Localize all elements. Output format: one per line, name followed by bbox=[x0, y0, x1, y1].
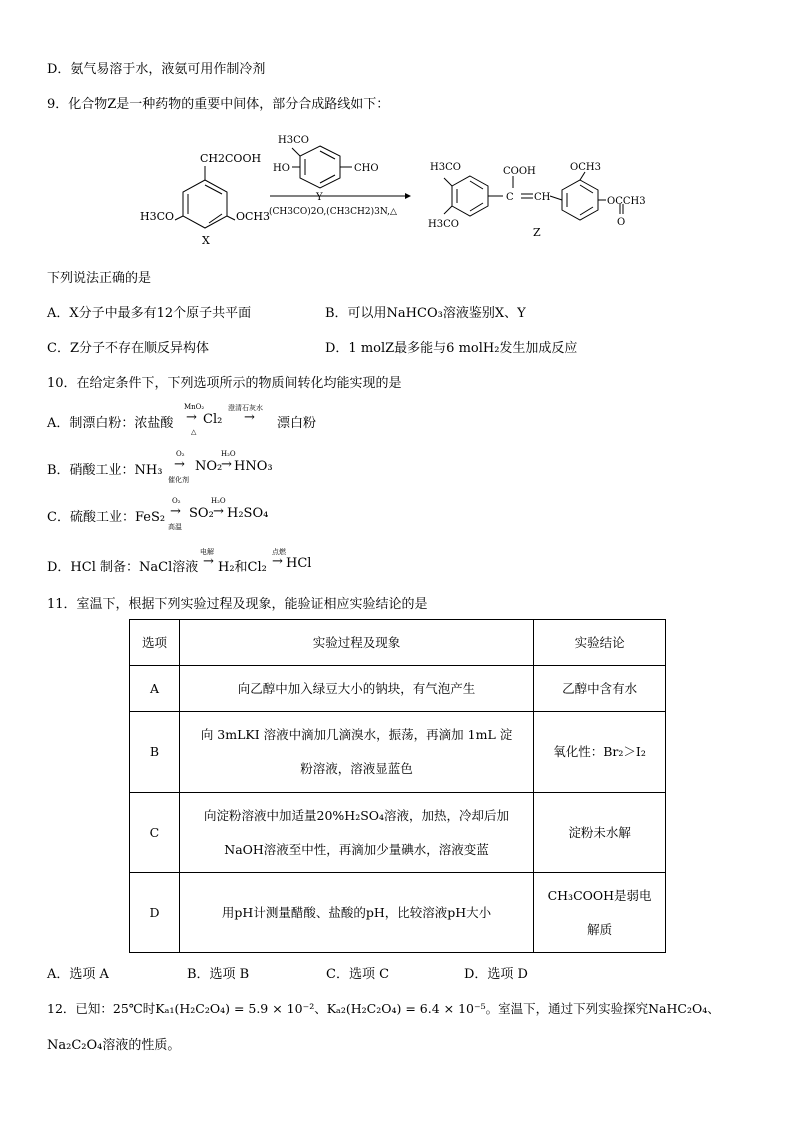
q10d-prefix: D．HCl 制备：NaCl溶液 bbox=[47, 560, 199, 575]
q10c-cond1: O₂ bbox=[172, 497, 181, 505]
table-header-row bbox=[130, 620, 666, 666]
q10b-mid: NO₂ bbox=[195, 459, 223, 474]
q11-answer-a: A．选项 A bbox=[47, 967, 109, 982]
q12-line2: Na₂C₂O₄溶液的性质。 bbox=[47, 1038, 181, 1053]
q9-stem: 9．化合物Z是一种药物的重要中间体，部分合成路线如下： bbox=[47, 97, 390, 112]
q9-option-c: C．Z分子不存在顺反异构体 bbox=[47, 341, 209, 356]
z-och3-text: OCH3 bbox=[570, 162, 601, 173]
x-h3co-text: H3CO bbox=[140, 210, 175, 223]
q10b-end: HNO₃ bbox=[234, 459, 273, 474]
q10c-cond1-bottom: 高温 bbox=[168, 523, 182, 531]
reaction-conditions: (CH3CO)2O,(CH3CH2)3N,△ bbox=[269, 207, 397, 217]
row-conclusion bbox=[534, 712, 666, 793]
q10c-prefix: C．硫酸工业：FeS₂ bbox=[47, 510, 166, 525]
q10c-end: H₂SO₄ bbox=[227, 506, 269, 521]
procedure-line: 用pH计测量醋酸、盐酸的pH，比较溶液pH大小 bbox=[221, 904, 492, 920]
row-conclusion bbox=[534, 666, 666, 712]
header-conclusion: 实验结论 bbox=[534, 620, 666, 666]
table-row bbox=[130, 712, 666, 793]
row-option: C bbox=[130, 793, 180, 873]
table-row bbox=[130, 666, 666, 712]
q9-synthesis-scheme bbox=[130, 128, 690, 248]
row-procedure bbox=[179, 666, 533, 712]
row-procedure bbox=[179, 873, 533, 953]
q11-answer-d: D．选项 D bbox=[464, 967, 528, 982]
q10-stem: 10．在给定条件下，下列选项所示的物质间转化均能实现的是 bbox=[47, 376, 402, 391]
q11-stem: 11．室温下，根据下列实验过程及现象，能验证相应实验结论的是 bbox=[47, 597, 428, 612]
arrow-icon: → bbox=[186, 410, 197, 425]
q10a-cond1: MnO₂ bbox=[184, 403, 205, 411]
q9-option-b: B．可以用NaHCO₃溶液鉴别X、Y bbox=[325, 306, 526, 321]
q10b-cond1-bottom: 催化剂 bbox=[168, 476, 189, 484]
conclusion-line: 淀粉未水解 bbox=[568, 824, 631, 840]
row-conclusion bbox=[534, 873, 666, 953]
arrow-icon: → bbox=[221, 457, 232, 472]
compound-y bbox=[292, 146, 352, 188]
conclusion-line: 解质 bbox=[587, 921, 613, 937]
z-occh3-text: OCCH3 bbox=[607, 196, 646, 207]
arrow-icon: → bbox=[213, 504, 224, 519]
y-h3co-text: H3CO bbox=[278, 135, 309, 146]
table-row bbox=[130, 793, 666, 873]
arrow-icon: → bbox=[203, 554, 214, 569]
arrow-icon: → bbox=[174, 457, 185, 472]
z-o-text: O bbox=[617, 217, 626, 228]
q10d-mid: H₂和Cl₂ bbox=[218, 560, 267, 575]
z-c-text: C bbox=[506, 192, 514, 203]
q12-line1: 12．已知：25℃时Kₐ₁(H₂C₂O₄) = 5.9 × 10⁻²、Kₐ₂(H₂C₂O₄) = 6.4 × 10⁻⁵。室温下，通过下列实验探究NaHC₂O₄、 bbox=[47, 1001, 720, 1016]
z-label: Z bbox=[533, 226, 541, 239]
z-cooh-text: COOH bbox=[503, 166, 536, 177]
arrow-icon: → bbox=[244, 410, 255, 425]
conclusion-line: 乙醇中含有水 bbox=[562, 680, 638, 696]
q10a-prefix: A．制漂白粉：浓盐酸 bbox=[47, 416, 174, 431]
procedure-line: 粉溶液，溶液显蓝色 bbox=[300, 761, 413, 776]
q11-answer-c: C．选项 C bbox=[326, 967, 390, 982]
arrow-icon: → bbox=[170, 504, 181, 519]
row-procedure bbox=[179, 793, 533, 873]
q10c-mid: SO₂ bbox=[189, 506, 214, 521]
conclusion-line: 氧化性：Br₂＞I₂ bbox=[553, 744, 646, 759]
z-h3co-top-text: H3CO bbox=[430, 162, 461, 173]
q10b-prefix: B．硝酸工业：NH₃ bbox=[47, 463, 163, 478]
q10a-cond1-bottom: △ bbox=[191, 428, 197, 436]
y-label: Y bbox=[316, 192, 323, 203]
q10b-cond1: O₂ bbox=[176, 450, 185, 458]
row-option: D bbox=[130, 873, 180, 953]
procedure-line: 向乙醇中加入绿豆大小的钠块，有气泡产生 bbox=[237, 680, 476, 696]
q10d-end: HCl bbox=[286, 556, 312, 571]
q10a-end: 漂白粉 bbox=[277, 416, 317, 431]
q9-option-d: D．1 molZ最多能与6 molH₂发生加成反应 bbox=[325, 341, 578, 356]
row-conclusion bbox=[534, 793, 666, 873]
header-option: 选项 bbox=[130, 620, 180, 666]
x-ch2cooh-text: CH2COOH bbox=[200, 152, 262, 165]
arrow-icon: → bbox=[272, 554, 283, 569]
table-row bbox=[130, 873, 666, 953]
compound-x bbox=[175, 166, 235, 228]
row-option: A bbox=[130, 666, 180, 712]
q10d-cond1: 电解 bbox=[200, 548, 214, 556]
q9-option-a: A．X分子中最多有12个原子共平面 bbox=[47, 306, 252, 321]
z-ch-text: CH bbox=[534, 192, 551, 203]
arrow-head bbox=[405, 193, 411, 199]
x-label: X bbox=[202, 234, 210, 247]
q10d-cond2: 点燃 bbox=[272, 548, 286, 556]
q9-lead: 下列说法正确的是 bbox=[47, 271, 152, 286]
q8-option-d: D．氨气易溶于水，液氨可用作制冷剂 bbox=[47, 62, 266, 77]
row-procedure bbox=[179, 712, 533, 793]
procedure-line: NaOH溶液至中性，再滴加少量碘水，溶液变蓝 bbox=[224, 841, 489, 857]
q10b-cond2: H₂O bbox=[221, 450, 236, 458]
q11-table bbox=[129, 619, 666, 953]
y-cho-text: CHO bbox=[354, 163, 379, 174]
q10a-mid: Cl₂ bbox=[203, 412, 223, 427]
conclusion-line: CH₃COOH是弱电 bbox=[547, 887, 652, 903]
q10a-cond2: 澄清石灰水 bbox=[228, 404, 263, 412]
q10c-cond2: H₂O bbox=[211, 497, 226, 505]
z-h3co-bottom-text: H3CO bbox=[428, 219, 459, 230]
procedure-line: 向淀粉溶液中加适量20%H₂SO₄溶液，加热，冷却后加 bbox=[204, 807, 510, 823]
header-procedure: 实验过程及现象 bbox=[179, 620, 533, 666]
q11-answer-b: B．选项 B bbox=[187, 967, 250, 982]
y-ho-text: HO bbox=[273, 163, 290, 174]
procedure-line: 向 3mLKI 溶液中滴加几滴溴水，振荡，再滴加 1mL 淀 bbox=[200, 727, 513, 742]
x-och3-text: OCH3 bbox=[236, 210, 271, 223]
row-option: B bbox=[130, 712, 180, 793]
